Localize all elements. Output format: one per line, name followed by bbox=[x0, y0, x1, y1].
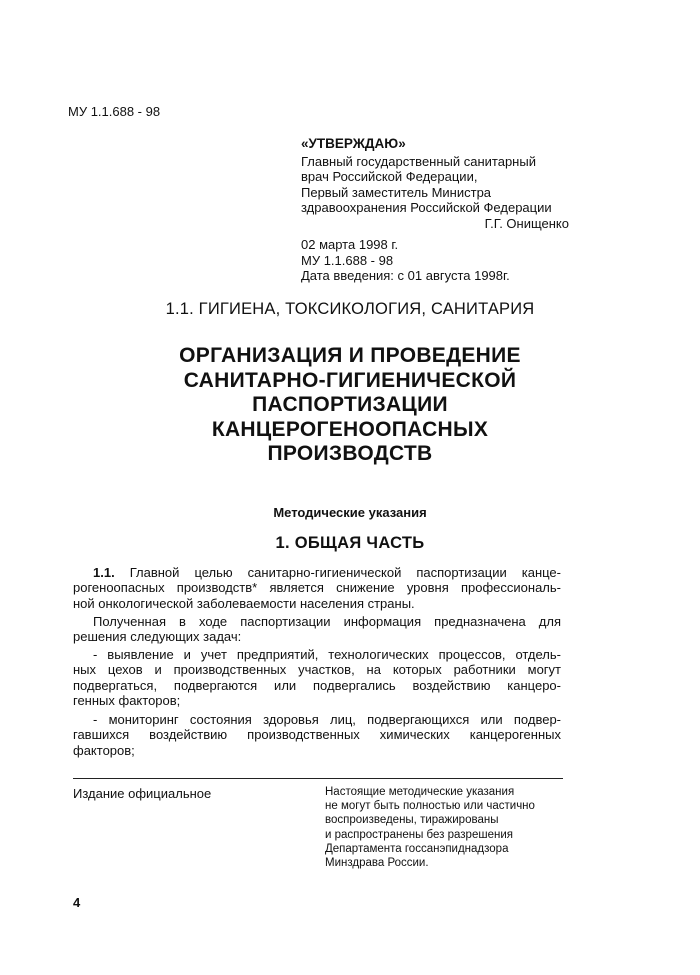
approval-block bbox=[301, 136, 569, 284]
notice-line: и распространены без разрешения bbox=[325, 828, 513, 841]
paragraph-line: подвергаться, подвергаются или подвергались воздействию канцеро- bbox=[73, 677, 561, 693]
document-subtitle: Методические указания bbox=[273, 505, 427, 520]
paragraph-line: гавшихся воздействию производственных химических канцерогенных bbox=[73, 727, 561, 743]
approval-code: МУ 1.1.688 - 98 bbox=[301, 252, 394, 268]
paragraph-line: рогеноопасных производств* является снижение уровня профессиональ- bbox=[73, 580, 561, 596]
copyright-notice bbox=[325, 785, 535, 870]
clause-number: 1.1. bbox=[93, 565, 115, 580]
title-line: ПРОИЗВОДСТВ bbox=[267, 442, 433, 465]
approval-date: 02 марта 1998 г. bbox=[301, 237, 399, 252]
paragraph-line: - выявление и учет предприятий, технологических процессов, отдель- bbox=[93, 647, 561, 662]
document-code: МУ 1.1.688 - 98 bbox=[68, 104, 161, 119]
approval-line: Первый заместитель Министра bbox=[301, 184, 492, 200]
notice-line: Департамента госсанэпиднадзора bbox=[325, 842, 509, 855]
paragraph-line: - мониторинг состояния здоровья лиц, подвергающихся или подвер- bbox=[93, 712, 561, 727]
title-line: ОРГАНИЗАЦИЯ И ПРОВЕДЕНИЕ bbox=[179, 344, 521, 367]
footer-divider bbox=[73, 778, 563, 779]
title-line: САНИТАРНО-ГИГИЕНИЧЕСКОЙ bbox=[183, 368, 517, 392]
paragraph-line: генных факторов; bbox=[73, 693, 181, 709]
page-number: 4 bbox=[73, 895, 81, 910]
document-title bbox=[0, 344, 700, 467]
paragraph-info bbox=[73, 614, 561, 645]
paragraph-line: ных цехов и производственных участков, на которых работники могут bbox=[73, 662, 561, 678]
paragraph-line bbox=[73, 565, 561, 580]
paragraph-purpose bbox=[73, 565, 561, 611]
notice-line: воспроизведены, тиражированы bbox=[325, 814, 499, 827]
paragraph-text: Главной целью санитарно-гигиенической паспортизации канце- bbox=[129, 565, 561, 580]
section-heading: 1.1. ГИГИЕНА, ТОКСИКОЛОГИЯ, САНИТАРИЯ bbox=[165, 300, 535, 318]
chapter-heading: 1. ОБЩАЯ ЧАСТЬ bbox=[275, 534, 425, 552]
notice-line: Минздрава России. bbox=[325, 857, 429, 870]
approval-heading: «УТВЕРЖДАЮ» bbox=[301, 136, 406, 151]
title-line: ПАСПОРТИЗАЦИИ bbox=[252, 393, 448, 416]
approval-line: врач Российской Федерации, bbox=[301, 169, 478, 184]
title-line: КАНЦЕРОГЕНООПАСНЫХ bbox=[211, 417, 489, 441]
paragraph-line: факторов; bbox=[73, 742, 135, 758]
list-item-identification bbox=[73, 647, 561, 709]
approval-signer: Г.Г. Онищенко bbox=[484, 215, 569, 231]
paragraph-line: решения следующих задач: bbox=[73, 629, 242, 645]
approval-line: здравоохранения Российской Федерации bbox=[301, 200, 552, 215]
list-item-monitoring bbox=[73, 712, 561, 758]
approval-line: Главный государственный санитарный bbox=[301, 153, 536, 169]
paragraph-line: Полученная в ходе паспортизации информация предназначена для bbox=[93, 614, 561, 629]
paragraph-line: ной онкологической заболеваемости населения страны. bbox=[73, 595, 415, 611]
official-edition-label: Издание официальное bbox=[73, 786, 212, 801]
notice-line: Настоящие методические указания bbox=[325, 786, 515, 798]
notice-line: не могут быть полностью или частично bbox=[325, 800, 535, 813]
effective-date: Дата введения: с 01 августа 1998г. bbox=[301, 268, 510, 283]
